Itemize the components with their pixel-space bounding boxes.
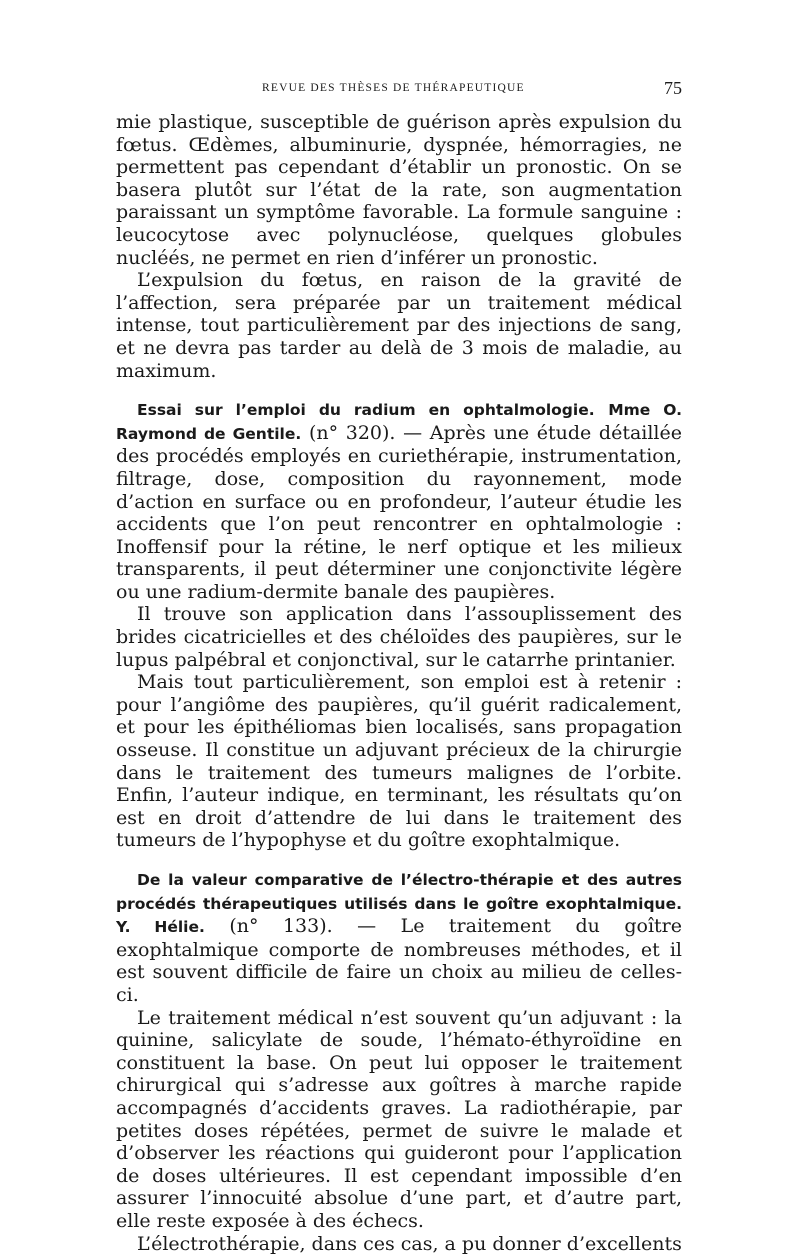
section-gap [116,382,682,398]
entry-reference: (n° 320). — [309,422,422,444]
paragraph: Mais tout particulièrement, son emploi est à retenir : pour l’angiôme des paupières, qu’il guérit radicalement, et pour les épithéliomas bien localisés, sans propagation osseuse. Il constitue un adjuvant précieux de la chirurgie dans le traitement des tumeurs malignes de l’orbite. Enfin, l’auteur indique, en terminant, les résultats qu’on est en droit d’attendre de lui dans le traitement des tumeurs de l’hypophyse et du goître exophtalmique. [116,671,682,852]
page-number: 75 [664,78,682,99]
paragraph: L’électrothérapie, dans ces cas, a pu donner d’excellents [116,1233,682,1255]
entry-title: Essai sur l’emploi du radium en ophtalmologie. [137,401,595,419]
section-gap [116,852,682,868]
page-body [116,111,682,1255]
entry-title: De la valeur comparative de l’électro-thérapie et des autres procédés thérapeutiques utilisés dans le goître exophtalmique. [116,871,682,913]
entry-text: Après une étude détaillée des procédés employés en curiethérapie, instrumentation, filtrage, dose, composition du rayonnement, mode d’action en surface ou en profondeur, l’auteur étudie les accidents que l’on peut rencontrer en ophtalmologie : Inoffensif pour la rétine, le nerf optique et les milieux transparents, il peut déterminer une conjonctivite légère ou une radium-dermite banale des paupières. [116,422,682,603]
abstract-entry-radium [116,398,682,603]
entry-reference: (n° 133). — [229,915,376,937]
paragraph: Le traitement médical n’est souvent qu’un adjuvant : la quinine, salicylate de soude, l’hémato-éthyroïdine en constituent la base. On peut lui opposer le traitement chirurgical qui s’adresse aux goîtres à marche rapide accompagnés d’accidents graves. La radiothérapie, par petites doses répétées, permet de suivre le malade et d’observer les réactions qui guideront pour l’application de doses ultérieures. Il est cependant impossible d’en assurer l’innocuité absolue d’une part, et d’autre part, elle reste exposée à des échecs. [116,1007,682,1233]
entry-text: Le traitement du goître exophtalmique comporte de nombreuses méthodes, et il est souvent difficile de faire un choix au milieu de celles-ci. [116,915,682,1006]
paragraph: mie plastique, susceptible de guérison après expulsion du fœtus. Œdèmes, albuminurie, dyspnée, hémorragies, ne permettent pas cependant d’établir un pronostic. On se basera plutôt sur l’état de la rate, son augmentation paraissant un symptôme favorable. La formule sanguine : leucocytose avec polynucléose, quelques globules nucléés, ne permet en rien d’inférer un pronostic. [116,111,682,269]
page-header [0,82,800,102]
entry-author: Mme O. Raymond de Gentile. [116,401,682,443]
abstract-entry-goitre [116,868,682,1007]
entry-author: Y. Hélie. [116,918,205,936]
running-head: REVUE DES THÈSES DE THÉRAPEUTIQUE [262,82,525,94]
paragraph: L’expulsion du fœtus, en raison de la gravité de l’affection, sera préparée par un traitement médical intense, tout particulièrement par des injections de sang, et ne devra pas tarder au delà de 3 mois de maladie, au maximum. [116,269,682,382]
paragraph: Il trouve son application dans l’assouplissement des brides cicatricielles et des chéloïdes des paupières, sur le lupus palpébral et conjonctival, sur le catarrhe printanier. [116,603,682,671]
